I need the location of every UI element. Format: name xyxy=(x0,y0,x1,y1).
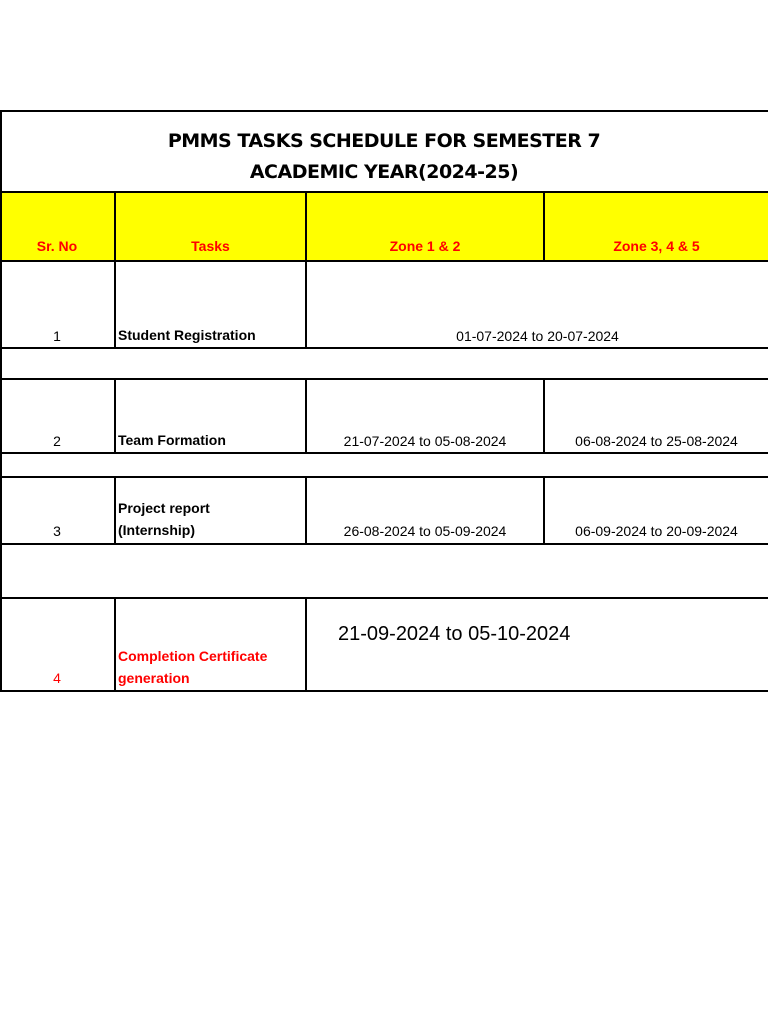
page-subtitle: ACADEMIC YEAR(2024-25) xyxy=(249,161,519,183)
header-zone-3-4-5: Zone 3, 4 & 5 xyxy=(613,238,700,254)
row-1-task: Student Registration xyxy=(118,327,256,343)
border xyxy=(305,191,307,349)
row-1-sr-no: 1 xyxy=(53,328,61,344)
row-3-date-zone-1-2: 26-08-2024 to 05-09-2024 xyxy=(343,523,507,539)
border xyxy=(114,597,116,692)
row-3-sr-no: 3 xyxy=(53,523,61,539)
row-3-task-line-2: (Internship) xyxy=(118,522,195,538)
row-2-sr-no: 2 xyxy=(53,433,61,449)
row-2-date-zone-3-4-5: 06-08-2024 to 25-08-2024 xyxy=(575,433,738,449)
border xyxy=(0,110,768,112)
row-4-sr-no: 4 xyxy=(53,670,61,686)
row-4-task-line-1: Completion Certificate xyxy=(118,648,268,664)
border xyxy=(0,110,2,692)
row-3-date-zone-3-4-5: 06-09-2024 to 20-09-2024 xyxy=(575,523,738,539)
row-4-date-all-zones: 21-09-2024 to 05-10-2024 xyxy=(338,623,571,645)
header-tasks: Tasks xyxy=(191,238,230,254)
page-title: PMMS TASKS SCHEDULE FOR SEMESTER 7 xyxy=(167,130,601,152)
border xyxy=(114,378,116,454)
row-3-task-line-1: Project report xyxy=(118,500,210,516)
header-sr-no: Sr. No xyxy=(36,238,78,254)
row-1-date-all-zones: 01-07-2024 to 20-07-2024 xyxy=(456,328,619,344)
border xyxy=(114,191,116,349)
row-2-task: Team Formation xyxy=(118,432,226,448)
row-4-task-line-2: generation xyxy=(118,670,190,686)
row-2-date-zone-1-2: 21-07-2024 to 05-08-2024 xyxy=(343,433,507,449)
header-zone-1-2: Zone 1 & 2 xyxy=(389,238,461,254)
border xyxy=(114,476,116,545)
border xyxy=(305,597,307,692)
